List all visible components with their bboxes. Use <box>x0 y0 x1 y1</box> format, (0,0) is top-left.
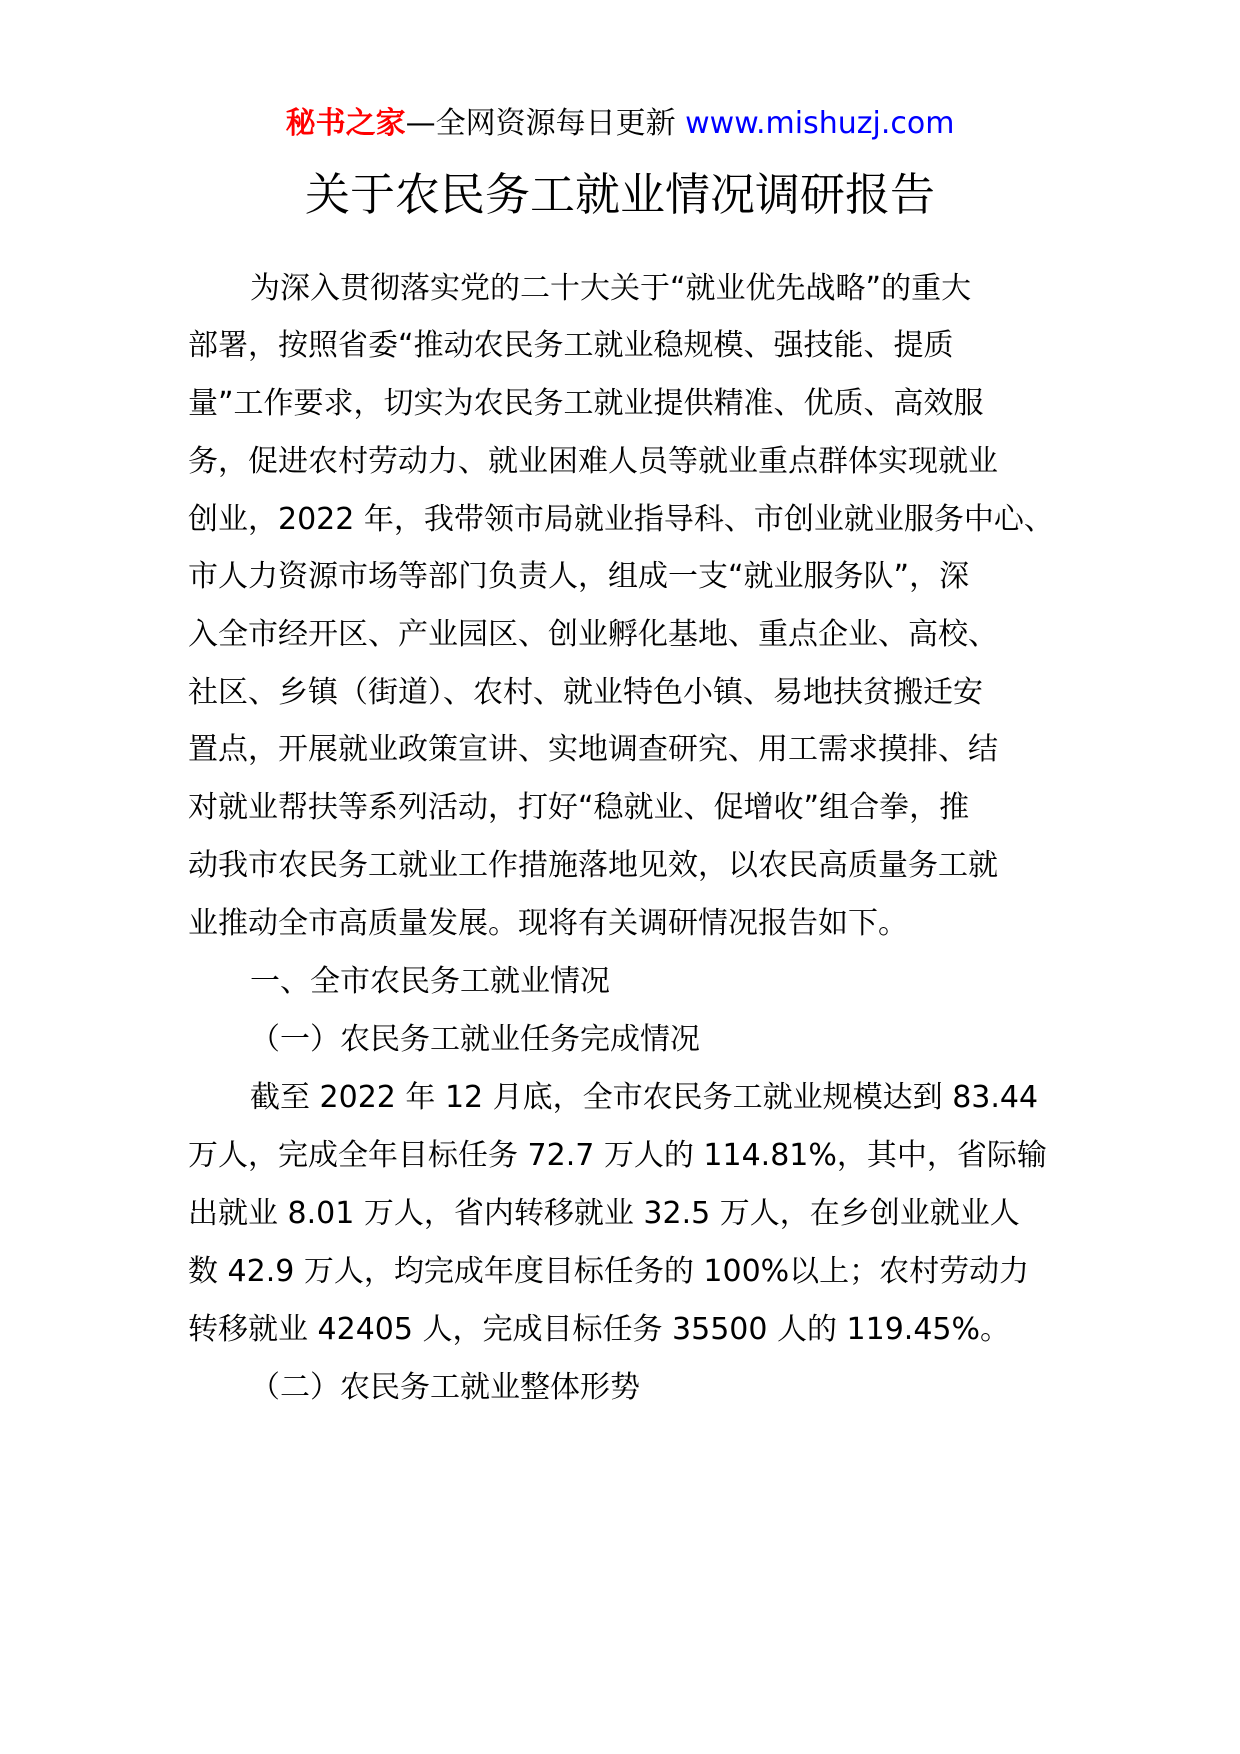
paragraph-line: 数 42.9 万人，均完成年度目标任务的 100%以上；农村劳动力 <box>188 1254 1030 1289</box>
paragraph-line: 创业，2022 年，我带领市局就业指导科、市创业就业服务中心、 <box>188 502 1054 537</box>
paragraph-line: 万人，完成全年目标任务 72.7 万人的 114.81%，其中，省际输 <box>188 1138 1047 1173</box>
paragraph-line: 量”工作要求，切实为农民务工就业提供精准、优质、高效服 <box>188 386 984 421</box>
paragraph-line: 对就业帮扶等系列活动，打好“稳就业、促增收”组合拳，推 <box>188 790 970 825</box>
paragraph-line: 为深入贯彻落实党的二十大关于“就业优先战略”的重大 <box>250 271 972 306</box>
paragraph-line: 入全市经开区、产业园区、创业孵化基地、重点企业、高校、 <box>188 617 998 652</box>
brand-name: 秘书之家 <box>285 106 406 141</box>
paragraph-line: 部署，按照省委“推动农民务工就业稳规模、强技能、提质 <box>188 328 954 363</box>
document-title: 关于农民务工就业情况调研报告 <box>304 168 935 221</box>
paragraph-line: 动我市农民务工就业工作措施落地见效，以农民高质量务工就 <box>188 848 998 883</box>
site-banner <box>0 100 1240 148</box>
paragraph-line: 务，促进农村劳动力、就业困难人员等就业重点群体实现就业 <box>188 444 998 479</box>
paragraph-line: 市人力资源市场等部门负责人，组成一支“就业服务队”，深 <box>188 559 970 594</box>
paragraph-line: 业推动全市高质量发展。现将有关调研情况报告如下。 <box>188 906 908 941</box>
paragraph-line: 置点，开展就业政策宣讲、实地调查研究、用工需求摸排、结 <box>188 732 998 767</box>
paragraph-line: 截至 2022 年 12 月底，全市农民务工就业规模达到 83.44 <box>250 1080 1039 1115</box>
subsection-heading: （二）农民务工就业整体形势 <box>250 1370 640 1405</box>
subsection-heading: （一）农民务工就业任务完成情况 <box>250 1022 700 1057</box>
paragraph-line: 出就业 8.01 万人，省内转移就业 32.5 万人，在乡创业就业人 <box>188 1196 1020 1231</box>
paragraph-line: 社区、乡镇（街道）、农村、就业特色小镇、易地扶贫搬迁安 <box>188 675 983 710</box>
site-url-link[interactable]: www.mishuzj.com <box>685 106 955 141</box>
section-heading: 一、全市农民务工就业情况 <box>250 964 610 999</box>
paragraph-line: 转移就业 42405 人，完成目标任务 35500 人的 119.45%。 <box>188 1312 1011 1347</box>
banner-tagline: —全网资源每日更新 <box>405 106 676 141</box>
